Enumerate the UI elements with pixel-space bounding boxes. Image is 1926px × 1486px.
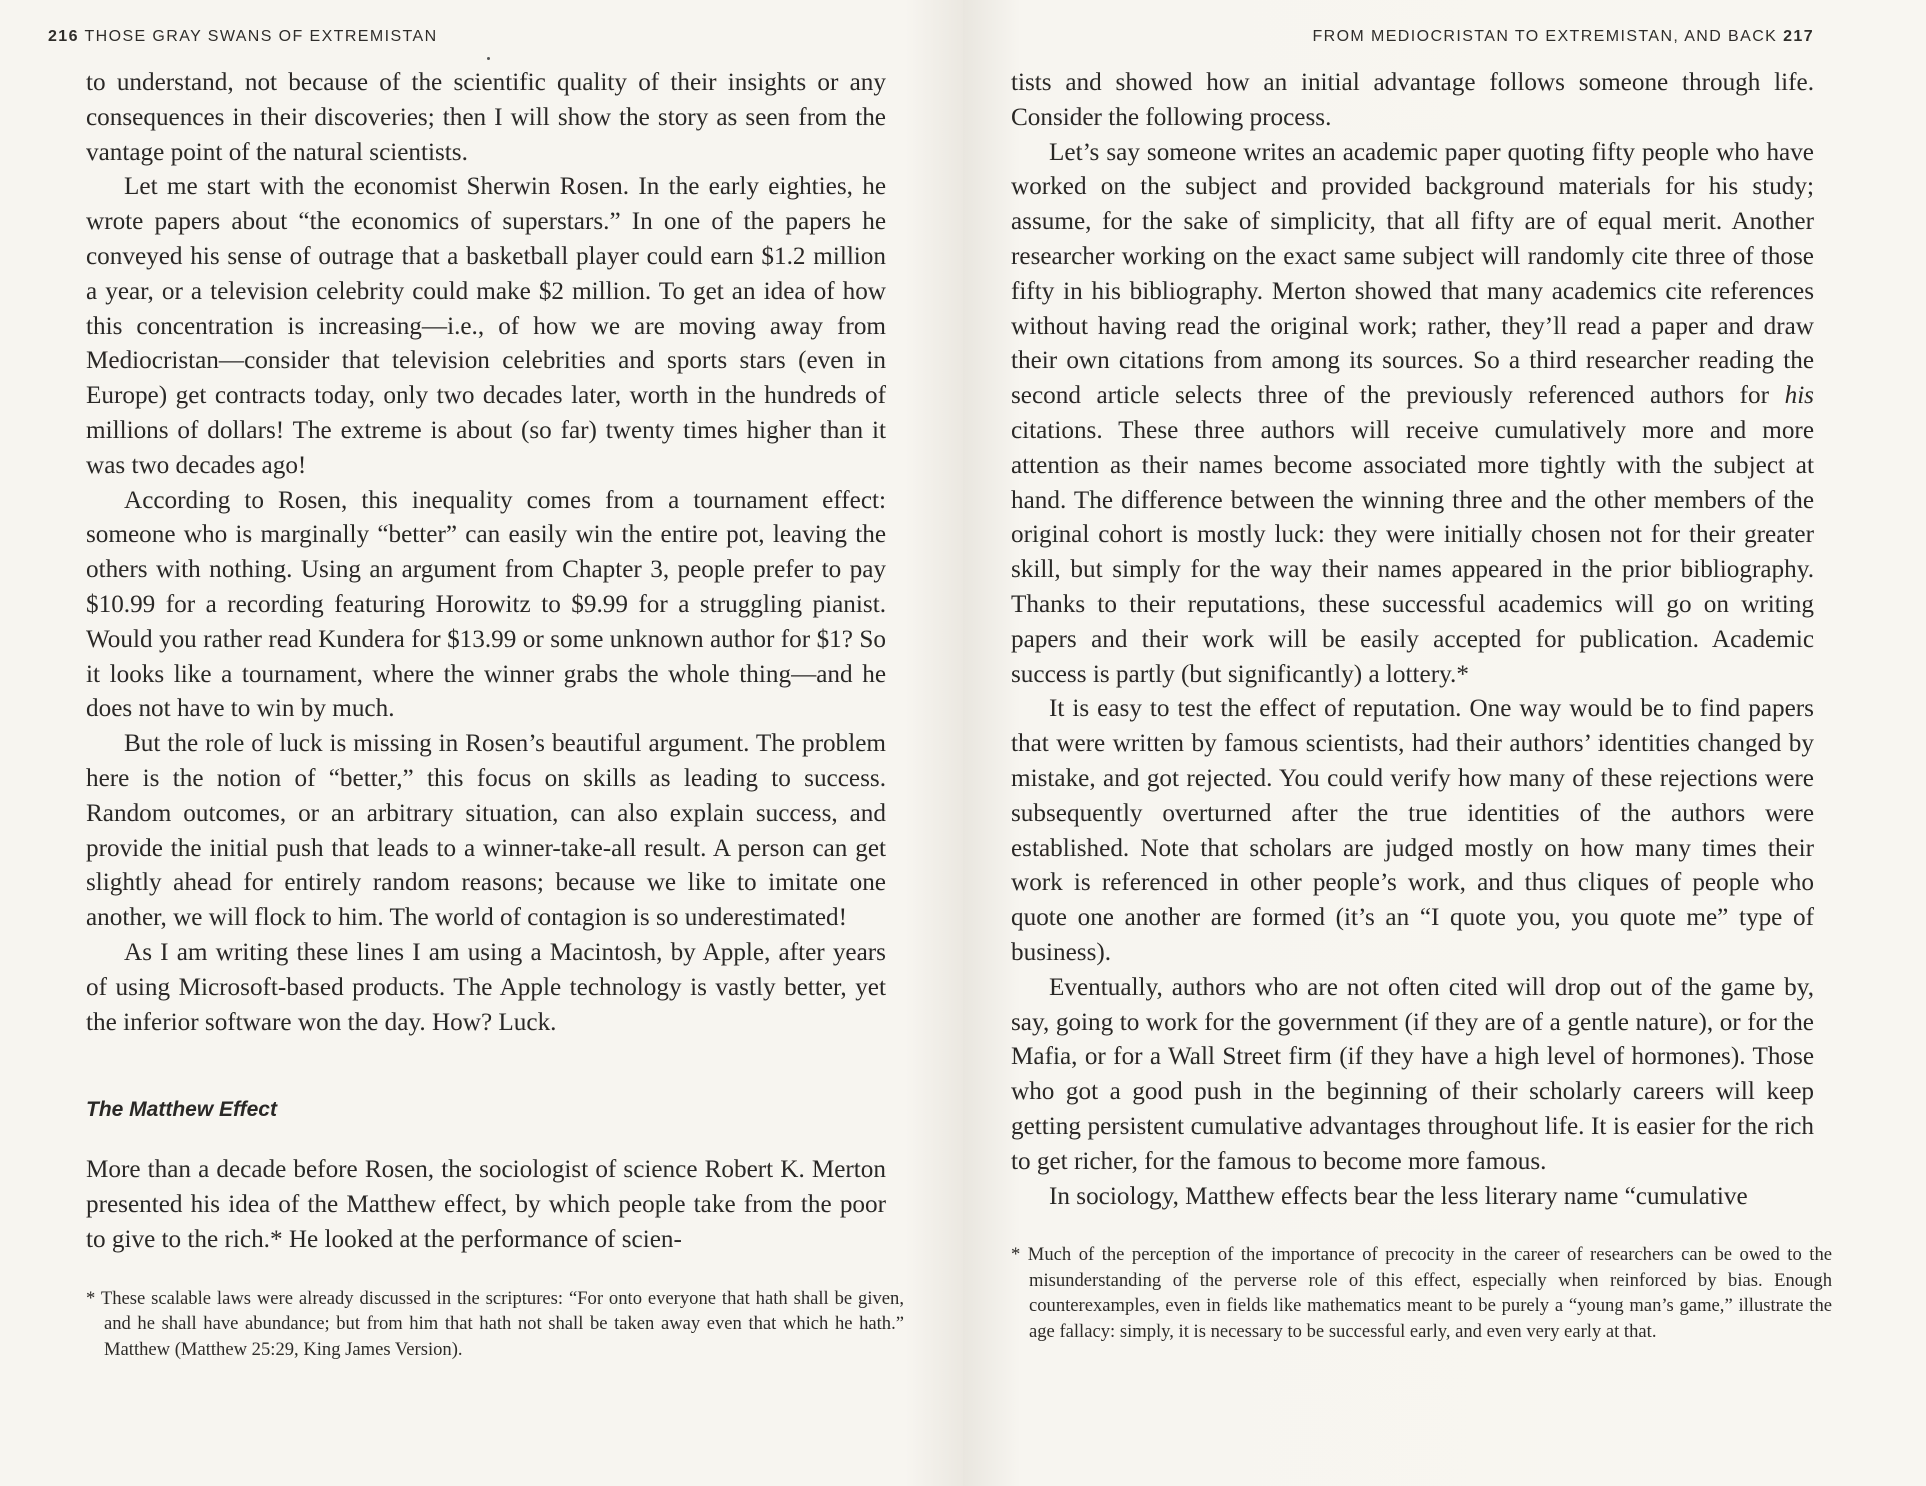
running-head-title-left: THOSE GRAY SWANS OF EXTREMISTAN bbox=[84, 28, 438, 45]
page-number-left: 216 bbox=[48, 28, 79, 45]
footnote-right: * Much of the perception of the importance of precocity in the career of researchers can be owed to the misunderstanding of the perverse role of this effect, especially when reinforced by bias. Enough counterexamples, even in fields like mathematics meant to be purely a “young man’s game,” illustrate the age fallacy: simply, it is necessary to be successful early, and even very early at that. bbox=[1011, 1244, 1832, 1342]
print-speck bbox=[487, 57, 490, 60]
running-head-title-right: FROM MEDIOCRISTAN TO EXTREMISTAN, AND BACK bbox=[1312, 28, 1778, 45]
paragraph: It is easy to test the effect of reputation. One way would be to find papers that were written by famous scientists, had their authors’ identities changed by mistake, and got rejected. You could verify how many of these rejections were subsequently overturned after the true identities of the authors were established. Note that scholars are judged mostly on how many times their work is referenced in other people’s work, and thus cliques of people who quote one another are formed (it’s an “I quote you, you quote me” type of business). bbox=[1011, 695, 1814, 966]
running-head-right bbox=[1011, 24, 1814, 50]
paragraph-text: Let’s say someone writes an academic paper quoting fifty people who have worked on the subject and provided background materials for his study; assume, for the sake of simplicity, that all fifty are of equal merit. Another researcher working on the exact same subject will randomly cite three of those fifty in his bibliography. Merton showed that many academics cite references without having read the original work; rather, they’ll read a paper and draw their own citations from among its sources. So a third researcher reading the second article selects three of the previously referenced authors for bbox=[1011, 138, 1814, 410]
paragraph: tists and showed how an initial advantage follows someone through life. Consider the following process. bbox=[1011, 69, 1814, 131]
paragraph: According to Rosen, this inequality comes from a tournament effect: someone who is marginally “better” can easily win the entire pot, leaving the others with nothing. Using an argument from Chapter 3, people prefer to pay $10.99 for a recording featuring Horowitz to $9.99 for a struggling pianist. Would you rather read Kundera for $13.99 or some unknown author for $1? So it looks like a tournament, where the winner grabs the whole thing—and he does not have to win by much. bbox=[86, 486, 886, 723]
right-page bbox=[963, 0, 1926, 1486]
emphasis-his: his bbox=[1784, 382, 1814, 410]
paragraph: Let me start with the economist Sherwin Rosen. In the early eighties, he wrote papers about “the economics of superstars.” In one of the papers he conveyed his sense of outrage that a basketball player could earn $1.2 million a year, or a television celebrity could make $2 million. To get an idea of how this concentration is increasing—i.e., of how we are moving away from Mediocristan—consider that television celebrities and sports stars (even in Europe) get contracts today, only two decades later, worth in the hundreds of millions of dollars! The extreme is about (so far) twenty times higher than it was two decades ago! bbox=[86, 173, 886, 479]
paragraph: to understand, not because of the scientific quality of their insights or any consequences in their discoveries; then I will show the story as seen from the vantage point of the natural scientists. bbox=[86, 69, 886, 166]
paragraph: Eventually, authors who are not often cited will drop out of the game by, say, going to work for the government (if they are of a gentle nature), or for the Mafia, or for a Wall Street firm (if they have a high level of hormones). Those who got a good push in the beginning of their scholarly careers will keep getting persistent cumulative advantages throughout life. It is easier for the rich to get richer, for the famous to become more famous. bbox=[1011, 973, 1814, 1175]
paragraph-text: citations. These three authors will receive cumulatively more and more attention as their names become associated more tightly with the subject at hand. The difference between the winning three and the other members of the original cohort is mostly luck: they were initially chosen not for their greater skill, but simply for the way their names appeared in the prior bibliography. Thanks to their reputations, these successful academics will go on writing papers and their work will be easily accepted for publication. Academic success is partly (but significantly) a lottery.* bbox=[1011, 416, 1814, 688]
section-heading: The Matthew Effect bbox=[86, 1098, 277, 1122]
paragraph bbox=[1011, 136, 1814, 693]
footnote-left: * These scalable laws were already discussed in the scriptures: “For onto everyone that hath shall be given, and he shall have abundance; but from him that hath not shall be taken away even that which he hath.” Matthew (Matthew 25:29, King James Version). bbox=[86, 1287, 904, 1360]
left-body-text bbox=[86, 66, 886, 1258]
paragraph: More than a decade before Rosen, the sociologist of science Robert K. Merton presented his idea of the Matthew effect, by which people take from the poor to give to the rich.* He looked at the performance of scien- bbox=[86, 1156, 886, 1253]
page-number-right: 217 bbox=[1783, 28, 1814, 45]
running-head-left bbox=[48, 24, 927, 50]
paragraph: As I am writing these lines I am using a Macintosh, by Apple, after years of using Microsoft-based products. The Apple technology is vastly better, yet the inferior software won the day. How? Luck. bbox=[86, 938, 886, 1036]
paragraph: But the role of luck is missing in Rosen’s beautiful argument. The problem here is the notion of “better,” this focus on skills as leading to success. Random outcomes, or an arbitrary situation, can also explain success, and provide the initial push that leads to a winner-take-all result. A person can get slightly ahead for entirely random reasons; because we like to imitate one another, we will flock to him. The world of contagion is so underestimated! bbox=[86, 730, 886, 932]
paragraph: In sociology, Matthew effects bear the less literary name “cumulative bbox=[1049, 1182, 1748, 1210]
right-body-text bbox=[1011, 66, 1814, 1214]
